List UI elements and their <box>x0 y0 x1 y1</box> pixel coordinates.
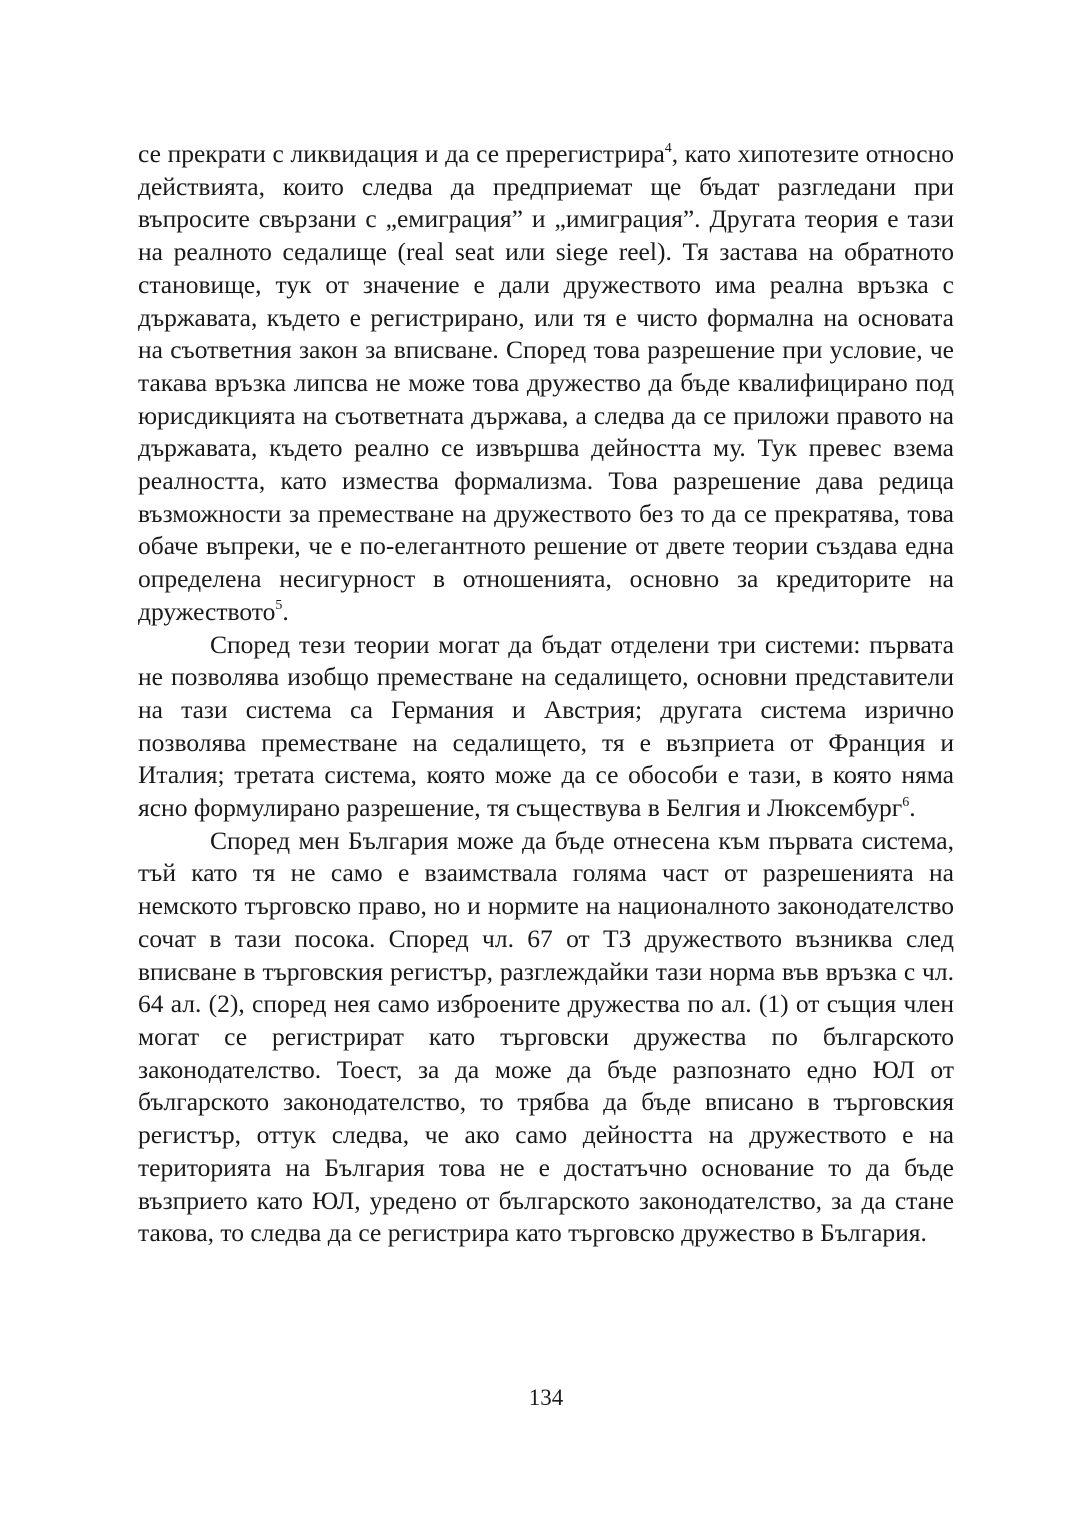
body-text <box>138 138 954 1250</box>
page-number: 134 <box>528 1385 564 1410</box>
paragraph-3-text: Според мен България може да бъде отнесена към първата система, тъй като тя не само е взаимствала голяма част от разрешенията на немското търговско право, но и нормите на националното законодателство сочат в тази посока. Според чл. 67 от ТЗ дружеството възниква след вписване в търговския регистър, разглеждайки тази норма във връзка с чл. 64 ал. (2), според нея само изброените дружества по ал. (1) от същия член могат се регистрират като търговски дружества по българското законодателство. Тоест, за да може да бъде разпознато едно ЮЛ от българското законодателство, то трябва да бъде вписано в търговския регистър, оттук следва, че ако само дейността на дружеството е на територията на България това не е достатъчно основание то да бъде възприето като ЮЛ, уредено от българското законодателство, за да стане такова, то следва да се регистрира като търговско дружество в България. <box>138 825 954 1248</box>
footnote-ref-4: 4 <box>664 140 672 156</box>
paragraph-3 <box>138 825 954 1250</box>
paragraph-1-text-a: се прекрати с ликвидация и да се пререгистрира <box>138 139 665 168</box>
paragraph-2-text-a: Според тези теории могат да бъдат отделени три системи: първата не позволява изобщо преместване на седалището, основни представители на тази система са Германия и Австрия; другата система изрично позволява преместване на седалището, тя е възприета от Франция и Италия; третата система, която може да се обособи е тази, в която няма ясно формулирано разрешение, тя съществува в Белгия и Люксембург <box>138 629 954 823</box>
paragraph-1-text-b: , като хипотезите относно действията, които следва да предприемат ще бъдат разгледани при въпросите свързани с „емиграция” и „имиграция”. Другата теория е тази на реалното седалище (real seat или siege reel). Тя застава на обратното становище, тук от значение е дали дружеството има реална връзка с държавата, където е регистрирано, или тя е чисто формална на основата на съответния закон за вписване. Според това разрешение при условие, че такава връзка липсва не може това дружество да бъде квалифицирано под юрисдикцията на съответната държава, а следва да се приложи правото на държавата, където реално се извършва дейността му. Тук превес взема реалността, като измества формализма. Това разрешение дава редица възможности за преместване на дружеството без то да се прекратява, това обаче въпреки, че е по-елегантното решение от двете теории създава една определена несигурност в отношенията, основно за кредиторите на дружеството <box>138 139 955 626</box>
paragraph-2 <box>138 629 954 825</box>
paragraph-1 <box>138 138 954 629</box>
footnote-ref-5: 5 <box>275 598 283 614</box>
paragraph-1-text-c: . <box>282 596 289 626</box>
paragraph-2-text-b: . <box>909 793 916 823</box>
footnote-ref-6: 6 <box>902 794 910 810</box>
